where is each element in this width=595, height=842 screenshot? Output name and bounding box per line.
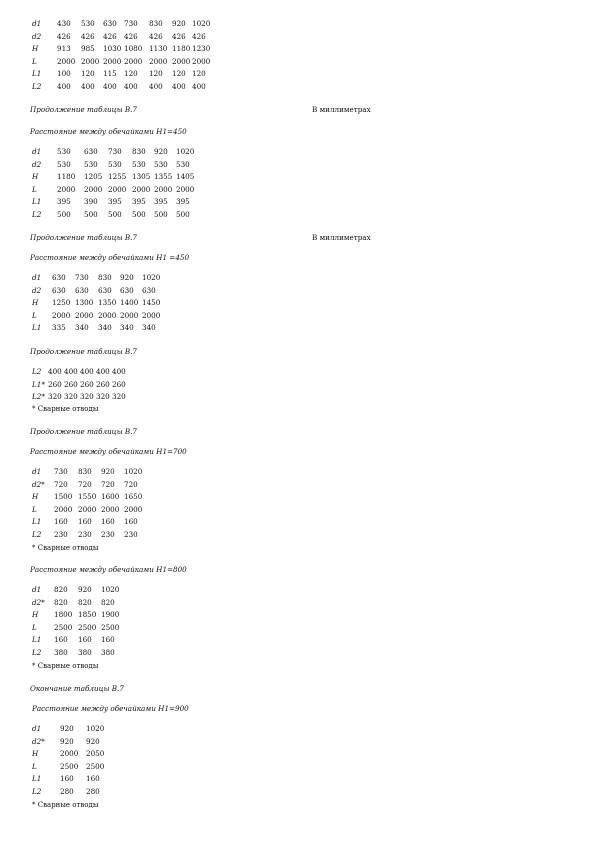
- table-cell: 340: [75, 323, 89, 332]
- table-cell: 260: [96, 379, 110, 389]
- row-label: H: [32, 298, 39, 307]
- table-cell: 2000: [172, 56, 191, 66]
- table-cell: 1850: [78, 610, 97, 619]
- table-cell: 920: [101, 467, 115, 476]
- table-row: [0, 31, 595, 43]
- table-row: [0, 81, 595, 93]
- table-cell: 630: [84, 147, 98, 156]
- table-cell: 400: [48, 367, 62, 376]
- table-cell: 340: [98, 323, 112, 332]
- table-cell: 1230: [192, 44, 211, 53]
- table-row: [0, 379, 595, 391]
- table-cell: 2000: [57, 184, 76, 194]
- table-cell: 2000: [84, 184, 103, 194]
- footnote: * Сварные отводы: [32, 801, 99, 809]
- table-cell: 2500: [54, 622, 73, 632]
- table-cell: 530: [84, 159, 98, 169]
- table-cell: 530: [154, 159, 168, 169]
- table-cell: 160: [78, 635, 92, 644]
- table-cell: 2000: [192, 56, 211, 66]
- table-cell: 630: [52, 273, 66, 282]
- table-cell: 400: [57, 81, 71, 91]
- table-cell: 530: [176, 159, 190, 169]
- table-caption: Продолжение таблицы В.7: [30, 427, 137, 436]
- row-label: d1: [32, 273, 42, 282]
- table-cell: 1020: [192, 19, 211, 28]
- table-cell: 1500: [54, 492, 73, 501]
- table-row: [0, 322, 595, 334]
- footnote: * Сварные отводы: [32, 662, 99, 670]
- row-label: L2: [32, 81, 42, 91]
- table-cell: 160: [124, 517, 138, 526]
- table-cell: 426: [103, 31, 117, 41]
- row-label: d1: [32, 467, 42, 476]
- table-cell: 120: [192, 69, 206, 78]
- table-cell: 426: [149, 31, 163, 41]
- table-cell: 1800: [54, 610, 73, 619]
- table-row: [0, 43, 595, 55]
- row-label: L2: [32, 209, 42, 219]
- table-cell: 1650: [124, 492, 143, 501]
- row-label: H: [32, 44, 39, 53]
- table-cell: 1180: [172, 44, 191, 53]
- table-cell: 1600: [101, 492, 120, 501]
- table-cell: 380: [78, 647, 92, 657]
- table-cell: 120: [124, 69, 138, 78]
- table-cell: 1080: [124, 44, 143, 53]
- table-row: [0, 466, 595, 478]
- spacing-label: Расстояние между обечайками Н1=450: [30, 127, 187, 136]
- table-cell: 2500: [86, 761, 105, 771]
- table-cell: 380: [54, 647, 68, 657]
- table-row: [0, 504, 595, 516]
- row-label: L: [32, 310, 37, 320]
- table-cell: 1550: [78, 492, 97, 501]
- table-cell: 115: [103, 69, 117, 78]
- row-label: L1: [32, 69, 42, 78]
- table-row: [0, 773, 595, 785]
- table-cell: 1020: [86, 724, 105, 733]
- table-row: [0, 56, 595, 68]
- table-cell: 630: [120, 285, 134, 295]
- table-cell: 630: [103, 19, 117, 28]
- table-cell: 920: [78, 585, 92, 594]
- table-caption: Продолжение таблицы В.7: [30, 233, 137, 242]
- table-cell: 260: [80, 379, 94, 389]
- table-cell: 2000: [98, 310, 117, 320]
- table-cell: 2000: [124, 504, 143, 514]
- table-cell: 530: [57, 159, 71, 169]
- table-cell: 630: [142, 285, 156, 295]
- table-cell: 2000: [75, 310, 94, 320]
- table-row: [0, 479, 595, 491]
- table-cell: 1250: [52, 298, 71, 307]
- table-cell: 920: [60, 724, 74, 733]
- table-row: [0, 723, 595, 735]
- table-row: [0, 171, 595, 183]
- row-label: L1: [32, 197, 42, 206]
- row-label: H: [32, 610, 39, 619]
- table-cell: 320: [112, 392, 126, 401]
- table-cell: 630: [75, 285, 89, 295]
- row-label: H: [32, 492, 39, 501]
- table-cell: 830: [149, 19, 163, 28]
- table-cell: 2000: [124, 56, 143, 66]
- row-label: H: [32, 172, 39, 181]
- table-cell: 985: [81, 44, 95, 53]
- table-cell: 395: [108, 197, 122, 206]
- row-label: L1: [32, 774, 42, 783]
- table-cell: 913: [57, 44, 71, 53]
- footnote: * Сварные отводы: [32, 544, 99, 552]
- table-row: [0, 209, 595, 221]
- table-cell: 395: [176, 197, 190, 206]
- row-label: L: [32, 56, 37, 66]
- row-label: d2: [32, 285, 42, 295]
- table-cell: 1900: [101, 610, 120, 619]
- row-label: L2: [32, 647, 42, 657]
- table-cell: 920: [154, 147, 168, 156]
- table-cell: 2050: [86, 749, 105, 758]
- table-row: [0, 622, 595, 634]
- row-label: d2*: [32, 597, 45, 607]
- table-cell: 320: [48, 392, 62, 401]
- table-row: [0, 272, 595, 284]
- table-row: [0, 516, 595, 528]
- table-cell: 400: [81, 81, 95, 91]
- table-row: [0, 786, 595, 798]
- table-caption: Окончание таблицы В.7: [30, 684, 124, 693]
- table-cell: 320: [64, 392, 78, 401]
- table-cell: 820: [54, 585, 68, 594]
- row-label: L2: [32, 786, 42, 796]
- table-cell: 340: [142, 323, 156, 332]
- table-row: [0, 146, 595, 158]
- table-cell: 920: [172, 19, 186, 28]
- units-label: В миллиметрах: [312, 105, 371, 114]
- table-cell: 530: [57, 147, 71, 156]
- table-row: [0, 18, 595, 30]
- table-cell: 2000: [54, 504, 73, 514]
- table-cell: 395: [154, 197, 168, 206]
- table-cell: 2000: [154, 184, 173, 194]
- table-cell: 630: [52, 285, 66, 295]
- table-cell: 830: [78, 467, 92, 476]
- table-cell: 320: [96, 392, 110, 401]
- table-cell: 530: [132, 159, 146, 169]
- table-cell: 160: [86, 774, 100, 783]
- table-caption: Продолжение таблицы В.7: [30, 105, 137, 114]
- table-cell: 426: [172, 31, 186, 41]
- row-label: L: [32, 184, 37, 194]
- table-cell: 720: [101, 479, 115, 489]
- table-cell: 395: [57, 197, 71, 206]
- table-cell: 830: [98, 273, 112, 282]
- table-cell: 400: [124, 81, 138, 91]
- table-row: [0, 184, 595, 196]
- row-label: L: [32, 504, 37, 514]
- spacing-label: Расстояние между обечайками Н1 =450: [30, 253, 190, 262]
- table-cell: 2000: [132, 184, 151, 194]
- table-cell: 1020: [124, 467, 143, 476]
- table-cell: 1020: [176, 147, 195, 156]
- table-cell: 2500: [78, 622, 97, 632]
- table-row: [0, 391, 595, 403]
- table-cell: 2000: [108, 184, 127, 194]
- table-cell: 2000: [149, 56, 168, 66]
- table-row: [0, 748, 595, 760]
- table-cell: 500: [57, 209, 71, 219]
- row-label: d2: [32, 159, 42, 169]
- table-caption: Продолжение таблицы В.7: [30, 347, 137, 356]
- table-cell: 260: [48, 379, 62, 389]
- table-row: [0, 68, 595, 80]
- table-cell: 335: [52, 323, 66, 332]
- table-cell: 160: [54, 635, 68, 644]
- table-cell: 1405: [176, 172, 195, 181]
- row-label: d1: [32, 724, 42, 733]
- table-cell: 1180: [57, 172, 76, 181]
- row-label: L1: [32, 635, 42, 644]
- table-cell: 400: [96, 367, 110, 376]
- table-cell: 2000: [103, 56, 122, 66]
- table-row: [0, 584, 595, 596]
- table-cell: 730: [54, 467, 68, 476]
- table-cell: 280: [60, 786, 74, 796]
- table-cell: 1205: [84, 172, 103, 181]
- table-row: [0, 297, 595, 309]
- table-cell: 500: [108, 209, 122, 219]
- table-cell: 2000: [57, 56, 76, 66]
- table-cell: 1130: [149, 44, 168, 53]
- table-row: [0, 609, 595, 621]
- table-cell: 2000: [101, 504, 120, 514]
- table-cell: 160: [54, 517, 68, 526]
- table-cell: 400: [112, 367, 126, 376]
- table-cell: 720: [54, 479, 68, 489]
- table-cell: 320: [80, 392, 94, 401]
- table-cell: 1020: [101, 585, 120, 594]
- table-cell: 2000: [78, 504, 97, 514]
- table-row: [0, 529, 595, 541]
- table-cell: 2000: [81, 56, 100, 66]
- table-cell: 230: [124, 529, 138, 539]
- table-cell: 120: [149, 69, 163, 78]
- table-cell: 160: [101, 635, 115, 644]
- row-label: d1: [32, 585, 42, 594]
- table-row: [0, 366, 595, 378]
- table-cell: 920: [60, 736, 74, 746]
- table-row: [0, 761, 595, 773]
- table-cell: 2500: [60, 761, 79, 771]
- table-cell: 400: [192, 81, 206, 91]
- table-cell: 230: [78, 529, 92, 539]
- table-row: [0, 491, 595, 503]
- table-cell: 1355: [154, 172, 173, 181]
- table-cell: 230: [101, 529, 115, 539]
- table-cell: 530: [81, 19, 95, 28]
- table-cell: 2000: [52, 310, 71, 320]
- table-row: [0, 159, 595, 171]
- table-cell: 1255: [108, 172, 127, 181]
- row-label: L1*: [32, 379, 45, 389]
- table-cell: 400: [80, 367, 94, 376]
- table-cell: 730: [108, 147, 122, 156]
- table-cell: 720: [78, 479, 92, 489]
- row-label: d1: [32, 19, 42, 28]
- table-cell: 530: [108, 159, 122, 169]
- footnote: * Сварные отводы: [32, 405, 99, 413]
- table-cell: 160: [60, 774, 74, 783]
- table-cell: 120: [81, 69, 95, 78]
- row-label: L: [32, 622, 37, 632]
- table-cell: 340: [120, 323, 134, 332]
- table-cell: 500: [84, 209, 98, 219]
- table-cell: 400: [103, 81, 117, 91]
- table-row: [0, 736, 595, 748]
- table-cell: 230: [54, 529, 68, 539]
- row-label: L1: [32, 323, 42, 332]
- table-cell: 2000: [142, 310, 161, 320]
- table-cell: 1030: [103, 44, 122, 53]
- table-cell: 500: [154, 209, 168, 219]
- table-cell: 1450: [142, 298, 161, 307]
- row-label: d2: [32, 31, 42, 41]
- table-cell: 120: [172, 69, 186, 78]
- table-cell: 395: [132, 197, 146, 206]
- table-cell: 160: [78, 517, 92, 526]
- table-cell: 630: [98, 285, 112, 295]
- units-label: В миллиметрах: [312, 233, 371, 242]
- table-cell: 390: [84, 197, 98, 206]
- table-cell: 426: [81, 31, 95, 41]
- table-cell: 1305: [132, 172, 151, 181]
- table-cell: 730: [75, 273, 89, 282]
- table-row: [0, 310, 595, 322]
- table-row: [0, 647, 595, 659]
- table-row: [0, 285, 595, 297]
- table-cell: 720: [124, 479, 138, 489]
- table-cell: 160: [101, 517, 115, 526]
- table-cell: 426: [124, 31, 138, 41]
- table-cell: 280: [86, 786, 100, 796]
- table-cell: 920: [120, 273, 134, 282]
- table-cell: 730: [124, 19, 138, 28]
- row-label: L: [32, 761, 37, 771]
- table-cell: 1300: [75, 298, 94, 307]
- table-cell: 426: [192, 31, 206, 41]
- row-label: L2: [32, 529, 42, 539]
- table-cell: 430: [57, 19, 71, 28]
- spacing-label: Расстояние между обечайками Н1=700: [30, 447, 187, 456]
- table-cell: 2000: [60, 749, 79, 758]
- table-cell: 380: [101, 647, 115, 657]
- table-cell: 830: [132, 147, 146, 156]
- row-label: L2: [32, 367, 42, 376]
- table-cell: 2500: [101, 622, 120, 632]
- table-cell: 400: [64, 367, 78, 376]
- table-cell: 260: [112, 379, 126, 389]
- row-label: d2*: [32, 479, 45, 489]
- table-cell: 920: [86, 736, 100, 746]
- table-cell: 1400: [120, 298, 139, 307]
- table-cell: 100: [57, 69, 71, 78]
- spacing-label: Расстояние между обечайками Н1=900: [32, 704, 189, 713]
- table-row: [0, 597, 595, 609]
- table-row: [0, 196, 595, 208]
- row-label: L2*: [32, 392, 45, 401]
- table-cell: 2000: [176, 184, 195, 194]
- spacing-label: Расстояние между обечайками Н1=800: [30, 565, 187, 574]
- table-cell: 820: [54, 597, 68, 607]
- table-cell: 820: [101, 597, 115, 607]
- table-cell: 400: [149, 81, 163, 91]
- table-cell: 400: [172, 81, 186, 91]
- table-cell: 1020: [142, 273, 161, 282]
- table-cell: 820: [78, 597, 92, 607]
- table-cell: 500: [176, 209, 190, 219]
- table-cell: 1350: [98, 298, 117, 307]
- row-label: L1: [32, 517, 42, 526]
- table-row: [0, 634, 595, 646]
- table-cell: 260: [64, 379, 78, 389]
- row-label: d2*: [32, 736, 45, 746]
- table-cell: 500: [132, 209, 146, 219]
- table-cell: 426: [57, 31, 71, 41]
- table-cell: 2000: [120, 310, 139, 320]
- row-label: d1: [32, 147, 42, 156]
- row-label: H: [32, 749, 39, 758]
